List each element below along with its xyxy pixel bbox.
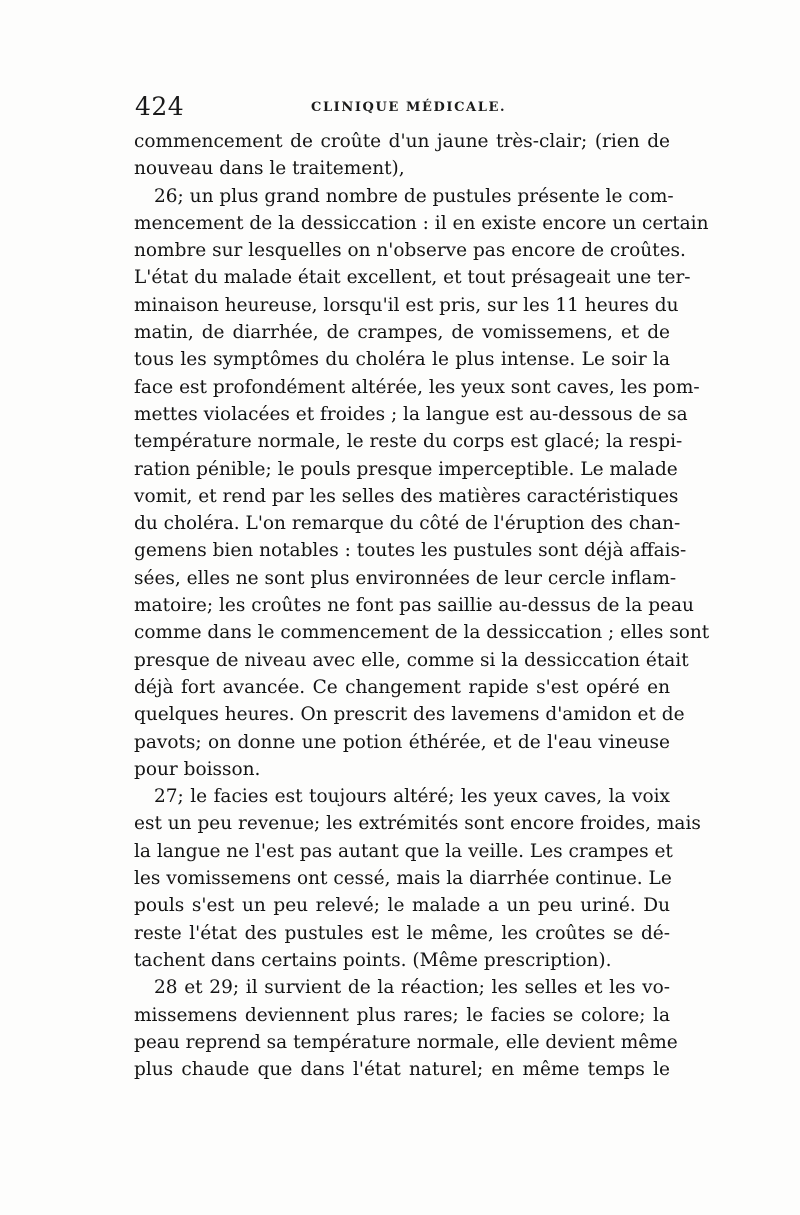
text-line: température normale, le reste du corps est glacé; la respi-: [134, 431, 683, 453]
page-header: [135, 92, 670, 126]
text-line: mencement de la dessiccation : il en existe encore un certain: [134, 212, 709, 234]
text-line: pour boisson.: [134, 758, 261, 780]
text-line: pouls s'est un peu relevé; le malade a un peu uriné. Du: [134, 895, 670, 917]
text-line: matin, de diarrhée, de crampes, de vomissemens, et de: [134, 322, 670, 344]
text-line: comme dans le commencement de la dessiccation ; elles sont: [134, 622, 710, 644]
text-line: peau reprend sa température normale, elle devient même: [134, 1031, 678, 1053]
text-line: sées, elles ne sont plus environnées de leur cercle inflam-: [134, 567, 677, 589]
text-line: la langue ne l'est pas autant que la veille. Les crampes et: [134, 840, 673, 862]
text-line: reste l'état des pustules est le même, les croûtes se dé-: [134, 922, 670, 944]
body-text: [134, 128, 710, 1083]
text-line: pavots; on donne une potion éthérée, et de l'eau vineuse: [134, 731, 670, 753]
text-line: plus chaude que dans l'état naturel; en même temps le: [134, 1059, 670, 1081]
text-line: mettes violacées et froides ; la langue est au-dessous de sa: [134, 403, 688, 425]
text-line: gemens bien notables : toutes les pustules sont déjà affais-: [134, 540, 687, 562]
text-line: ration pénible; le pouls presque imperceptible. Le malade: [134, 458, 678, 480]
text-line: L'état du malade était excellent, et tout présageait une ter-: [134, 267, 691, 289]
text-line: minaison heureuse, lorsqu'il est pris, sur les 11 heures du: [134, 294, 679, 316]
text-line: tachent dans certains points. (Même prescription).: [134, 949, 612, 971]
text-line: presque de niveau avec elle, comme si la dessiccation était: [134, 649, 689, 671]
text-line: commencement de croûte d'un jaune très-clair; (rien de: [134, 131, 670, 152]
text-line: les vomissemens ont cessé, mais la diarrhée continue. Le: [134, 868, 672, 890]
text-line: quelques heures. On prescrit des lavemens d'amidon et de: [134, 704, 685, 726]
text-line: nouveau dans le traitement),: [134, 158, 405, 180]
text-line: matoire; les croûtes ne font pas saillie au-dessus de la peau: [134, 595, 694, 617]
text-line: 28 et 29; il survient de la réaction; les selles et les vo-: [154, 977, 670, 999]
text-line: face est profondément altérée, les yeux sont caves, les pom-: [134, 376, 700, 398]
text-line: 26; un plus grand nombre de pustules présente le com-: [154, 185, 674, 207]
text-line: du choléra. L'on remarque du côté de l'éruption des chan-: [134, 513, 681, 535]
text-line: missemens deviennent plus rares; le facies se colore; la: [134, 1004, 670, 1026]
running-head: CLINIQUE MÉDICALE.: [311, 100, 507, 115]
text-line: 27; le facies est toujours altéré; les yeux caves, la voix: [154, 786, 670, 808]
page-number: 424: [135, 92, 185, 121]
text-line: déjà fort avancée. Ce changement rapide s'est opéré en: [134, 676, 670, 698]
text-line: vomit, et rend par les selles des matières caractéristiques: [134, 485, 679, 507]
text-line: nombre sur lesquelles on n'observe pas encore de croûtes.: [134, 240, 686, 262]
text-line: tous les symptômes du choléra le plus intense. Le soir la: [134, 349, 670, 371]
text-line: est un peu revenue; les extrémités sont encore froides, mais: [134, 813, 701, 835]
